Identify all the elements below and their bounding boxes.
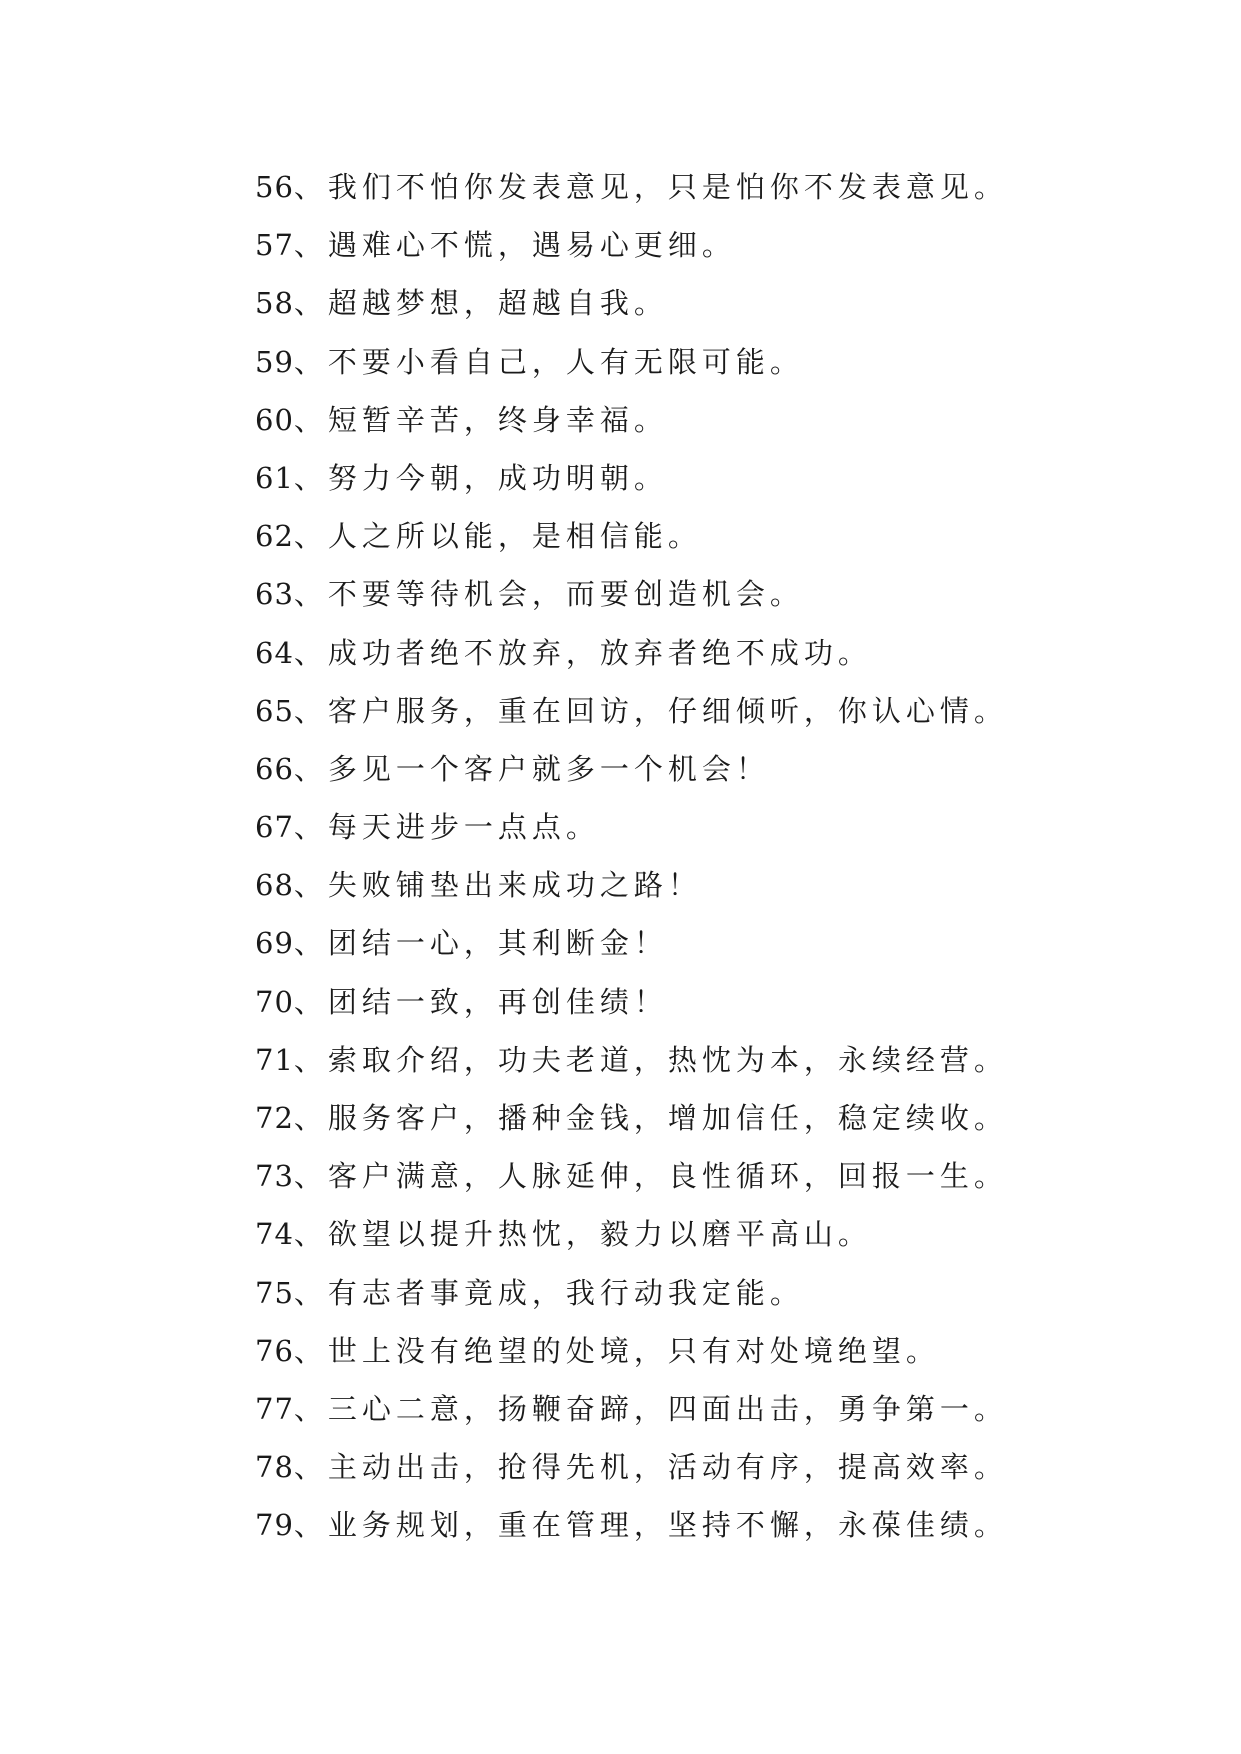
list-item [255,973,1008,1031]
item-text: 遇难心不慌，遇易心更细。 [327,228,736,263]
item-separator: 、 [293,1391,328,1426]
item-text: 有志者事竟成，我行动我定能。 [327,1275,804,1310]
slogan-list [255,158,1008,1555]
item-separator: 、 [293,984,328,1019]
item-separator: 、 [293,1275,328,1310]
list-item [255,856,1008,914]
item-number: 65 [255,693,294,728]
item-separator: 、 [293,751,328,786]
list-item [255,507,1008,565]
item-separator: 、 [293,1042,328,1077]
item-number: 71 [255,1042,294,1077]
item-separator: 、 [293,286,328,321]
item-number: 76 [255,1333,294,1368]
list-item [255,1089,1008,1147]
item-separator: 、 [293,402,328,437]
item-separator: 、 [293,344,328,379]
item-number: 59 [255,344,294,379]
list-item [255,565,1008,623]
list-item [255,1496,1008,1554]
item-separator: 、 [293,1159,328,1194]
item-text: 服务客户，播种金钱，增加信任，稳定续收。 [327,1101,1008,1135]
item-text: 我们不怕你发表意见，只是怕你不发表意见。 [327,170,1008,204]
item-text: 努力今朝，成功明朝。 [327,460,668,495]
item-separator: 、 [293,170,328,204]
list-item [255,682,1008,740]
item-number: 67 [255,810,294,845]
list-item [255,1147,1008,1205]
item-text: 人之所以能，是相信能。 [327,519,702,554]
list-item [255,333,1008,391]
list-item [255,798,1008,856]
item-text: 欲望以提升热忱，毅力以磨平高山。 [327,1217,872,1252]
item-separator: 、 [293,868,328,903]
item-number: 74 [255,1217,294,1252]
item-text: 团结一致，再创佳绩！ [327,984,668,1019]
item-text: 多见一个客户就多一个机会！ [327,751,770,786]
item-separator: 、 [293,577,328,612]
item-number: 73 [255,1159,294,1194]
item-separator: 、 [293,810,328,845]
item-number: 78 [255,1450,294,1485]
list-item [255,740,1008,798]
list-item [255,624,1008,682]
item-number: 69 [255,926,294,961]
list-item [255,274,1008,332]
item-text: 失败铺垫出来成功之路！ [327,868,702,903]
item-number: 70 [255,984,294,1019]
item-text: 团结一心，其利断金！ [327,926,668,961]
item-separator: 、 [293,1508,328,1543]
list-item [255,1438,1008,1496]
list-item [255,914,1008,972]
item-number: 60 [255,402,294,437]
item-text: 成功者绝不放弃，放弃者绝不成功。 [327,635,872,670]
list-item [255,391,1008,449]
item-text: 索取介绍，功夫老道，热忱为本，永续经营。 [327,1042,1008,1077]
list-item [255,1322,1008,1380]
item-separator: 、 [293,519,328,554]
item-text: 超越梦想，超越自我。 [327,286,668,321]
list-item [255,1264,1008,1322]
item-separator: 、 [293,926,328,961]
item-number: 75 [255,1275,294,1310]
item-number: 61 [255,460,294,495]
item-number: 79 [255,1508,294,1543]
item-number: 66 [255,751,294,786]
item-number: 77 [255,1391,294,1426]
item-text: 业务规划，重在管理，坚持不懈，永葆佳绩。 [327,1508,1008,1543]
item-text: 每天进步一点点。 [327,810,600,845]
item-separator: 、 [293,1217,328,1252]
item-number: 56 [255,170,294,204]
item-separator: 、 [293,1333,328,1368]
item-text: 三心二意，扬鞭奋蹄，四面出击，勇争第一。 [327,1391,1008,1426]
item-number: 57 [255,228,294,263]
item-number: 63 [255,577,294,612]
item-separator: 、 [293,1450,328,1485]
item-separator: 、 [293,228,328,263]
item-number: 68 [255,868,294,903]
item-text: 客户服务，重在回访，仔细倾听，你认心情。 [327,693,1008,728]
list-item [255,1031,1008,1089]
item-number: 64 [255,635,294,670]
item-text: 世上没有绝望的处境，只有对处境绝望。 [327,1333,940,1368]
item-separator: 、 [293,460,328,495]
item-number: 58 [255,286,294,321]
list-item [255,1380,1008,1438]
item-separator: 、 [293,693,328,728]
item-text: 短暂辛苦，终身幸福。 [327,402,668,437]
item-separator: 、 [293,1101,328,1135]
item-text: 不要等待机会，而要创造机会。 [327,577,804,612]
list-item [255,449,1008,507]
list-item [255,216,1008,274]
list-item [255,158,1008,216]
item-text: 主动出击，抢得先机，活动有序，提高效率。 [327,1450,1008,1485]
list-item [255,1205,1008,1263]
item-number: 72 [255,1101,294,1135]
item-separator: 、 [293,635,328,670]
item-text: 不要小看自己，人有无限可能。 [327,344,804,379]
item-number: 62 [255,519,294,554]
item-text: 客户满意，人脉延伸，良性循环，回报一生。 [327,1159,1008,1194]
